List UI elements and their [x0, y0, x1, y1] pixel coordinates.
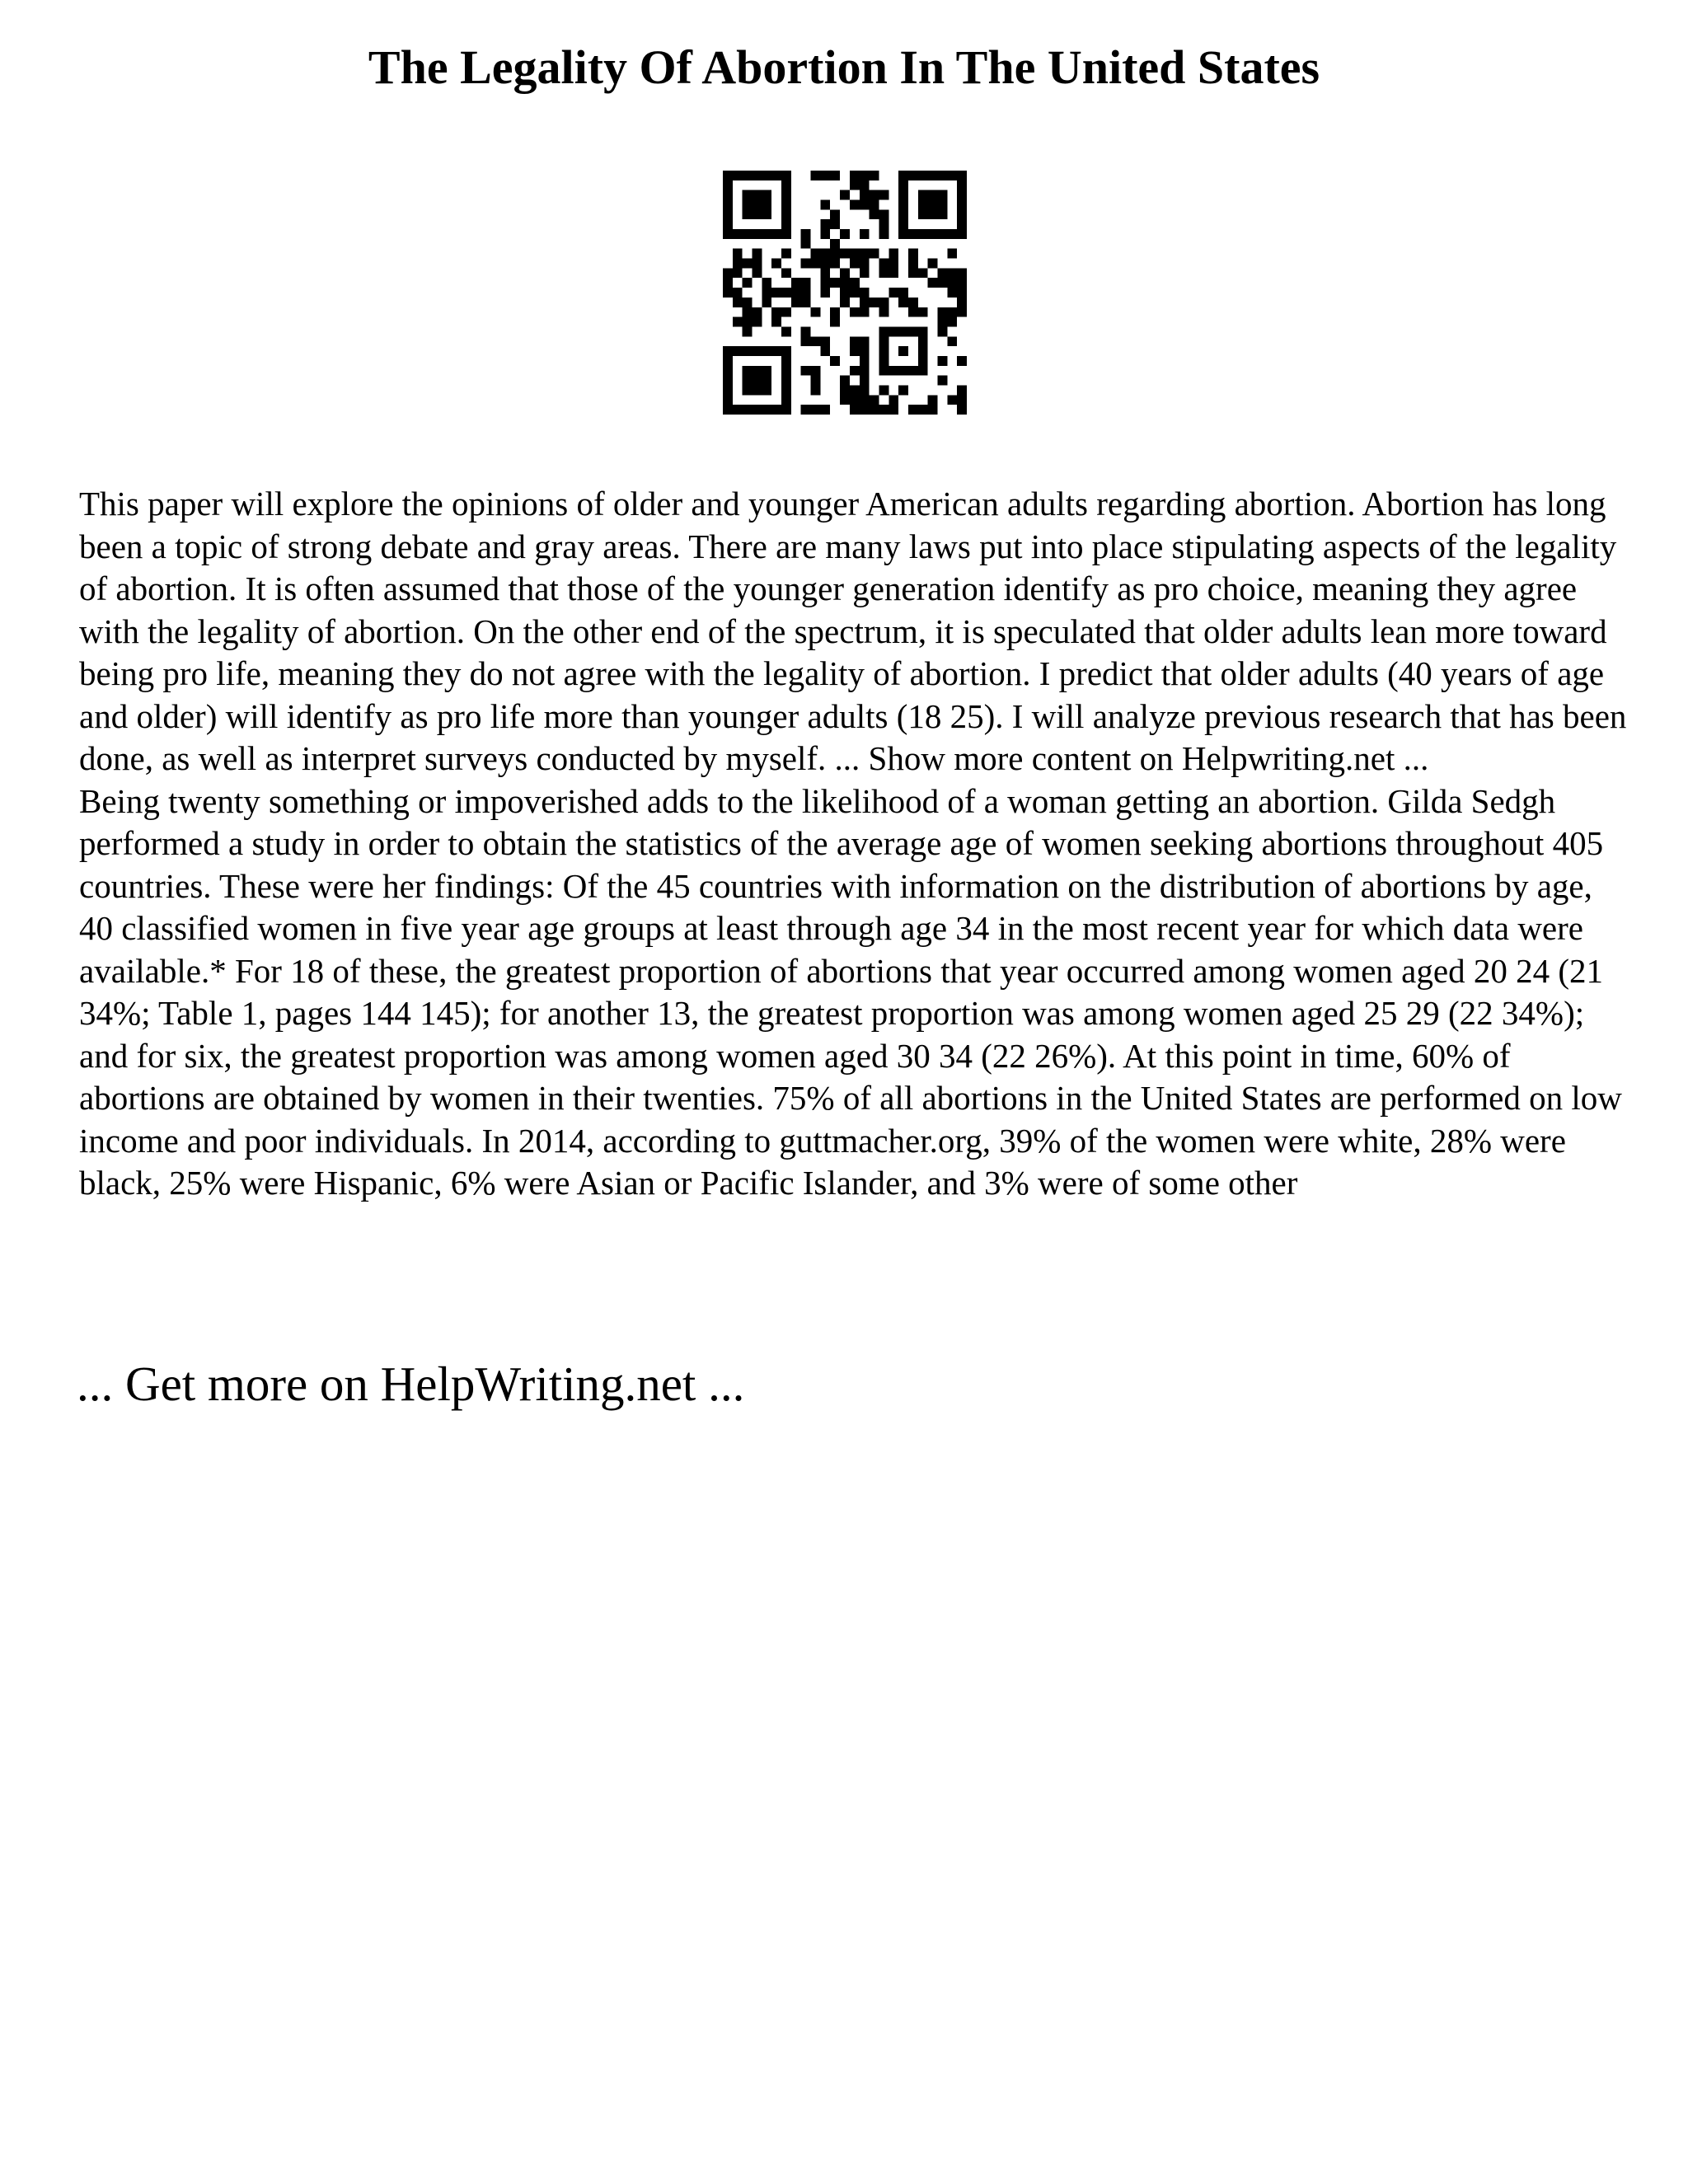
get-more-link[interactable]: ... Get more on HelpWriting.net ...: [77, 1357, 745, 1411]
paragraph-statistics: Being twenty something or impoverished adds to the likelihood of a woman getting an abortion. Gilda Sedgh performed a study in order to obtain the statistics of the average age of women seeking abortions throughout 405 countries. These were her findings: Of the 45 countries with information on the distribution of abortions by age, 40 classified women in five year age groups at least through age 34 in the most recent year for which data were available.* For 18 of these, the greatest proportion of abortions that year occurred among women aged 20 24 (21 34%; Table 1, pages 144 145); for another 13, the greatest proportion was among women aged 25 29 (22 34%); and for six, the greatest proportion was among women aged 30 34 (22 26%). At this point in time, 60% of abortions are obtained by women in their twenties. 75% of all abortions in the United States are performed on low income and poor individuals. In 2014, according to guttmacher.org, 39% of the women were white, 28% were black, 25% were Hispanic, 6% were Asian or Pacific Islander, and 3% were of some other: [79, 781, 1622, 1202]
page-title: The Legality Of Abortion In The United States: [368, 40, 1320, 94]
qr-code-icon: [723, 171, 967, 415]
document-body: [79, 483, 1629, 1205]
paragraph-intro: This paper will explore the opinions of older and younger American adults regarding abortion. Abortion has long been a topic of strong debate and gray areas. There are many laws put into place stipulating aspects of the legality of abortion. It is often assumed that those of the younger generation identify as pro choice, meaning they agree with the legality of abortion. On the other end of the spectrum, it is speculated that older adults lean more toward being pro life, meaning they do not agree with the legality of abortion. I predict that older adults (40 years of age and older) will identify as pro life more than younger adults (18 25). I will analyze previous research that has been done, as well as interpret surveys conducted by myself. ... Show more content on Helpwriting.net ...: [79, 485, 1627, 777]
